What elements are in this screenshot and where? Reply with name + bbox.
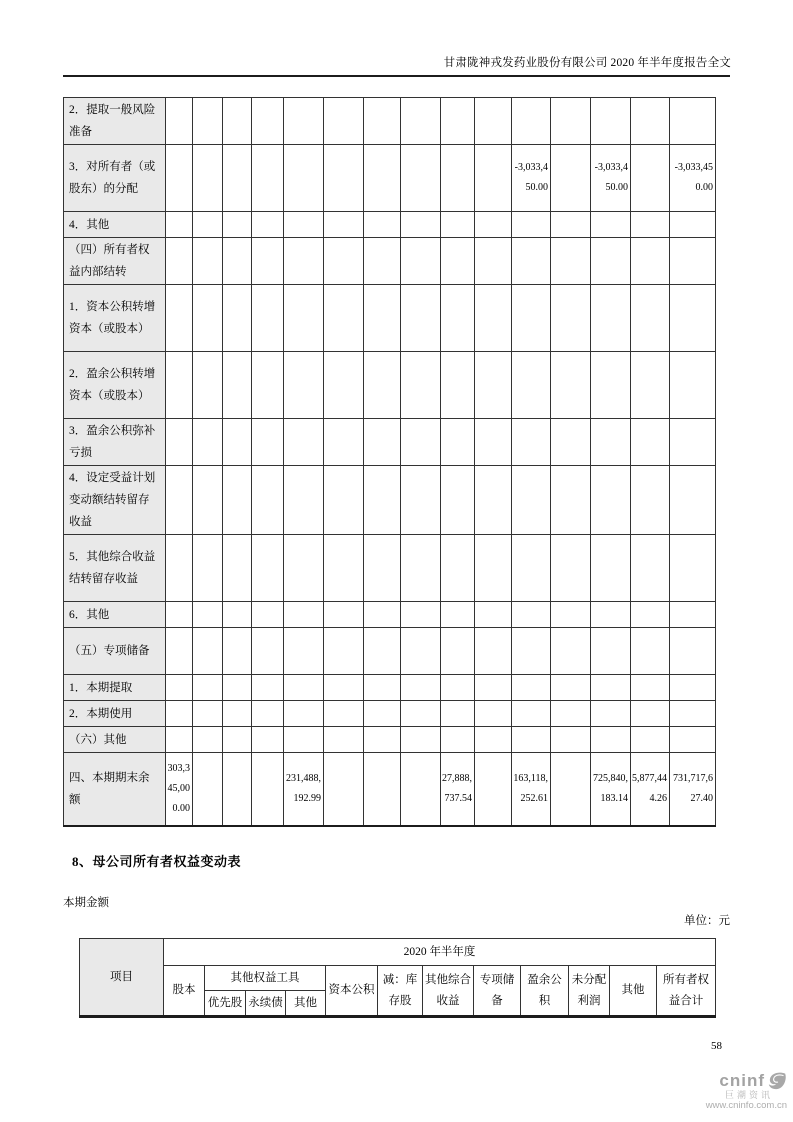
empty-cell [193, 675, 223, 701]
empty-cell [631, 602, 670, 628]
row-label: 2．提取一般风险准备 [64, 98, 166, 145]
empty-cell [193, 701, 223, 727]
empty-cell [364, 145, 401, 212]
empty-cell [512, 98, 551, 145]
empty-cell [475, 238, 512, 285]
empty-cell [223, 628, 252, 675]
empty-cell [166, 352, 193, 419]
empty-cell [324, 238, 364, 285]
column-header-other: 其他 [610, 966, 657, 1017]
empty-cell [364, 212, 401, 238]
empty-cell [166, 419, 193, 466]
empty-cell [670, 701, 716, 727]
empty-cell [670, 352, 716, 419]
empty-cell [193, 352, 223, 419]
empty-cell [441, 212, 475, 238]
empty-cell [284, 212, 324, 238]
row-label: 6．其他 [64, 602, 166, 628]
empty-cell [324, 727, 364, 753]
empty-cell [166, 628, 193, 675]
empty-cell [441, 285, 475, 352]
empty-cell [441, 145, 475, 212]
empty-cell [223, 285, 252, 352]
empty-cell [475, 727, 512, 753]
empty-cell [591, 352, 631, 419]
empty-cell [401, 145, 441, 212]
empty-cell [193, 628, 223, 675]
empty-cell [324, 602, 364, 628]
amount-cell: 303,345,000.00 [166, 753, 193, 826]
empty-cell [631, 466, 670, 535]
empty-cell [670, 628, 716, 675]
empty-cell [631, 212, 670, 238]
column-header-surplus-reserve: 盈余公积 [521, 966, 569, 1017]
amount-cell: -3,033,450.00 [512, 145, 551, 212]
empty-cell [401, 535, 441, 602]
empty-cell [284, 466, 324, 535]
empty-cell [475, 701, 512, 727]
empty-cell [284, 352, 324, 419]
cninfo-brand-text: cninf [719, 1071, 765, 1090]
empty-cell [670, 98, 716, 145]
empty-cell [223, 352, 252, 419]
amount-cell: -3,033,450.00 [670, 145, 716, 212]
empty-cell [670, 535, 716, 602]
empty-cell [166, 212, 193, 238]
empty-cell [551, 98, 591, 145]
empty-cell [324, 701, 364, 727]
empty-cell [591, 602, 631, 628]
empty-cell [670, 212, 716, 238]
column-header-undistributed-profit: 未分配利润 [569, 966, 610, 1017]
column-header-less-treasury-stock: 减：库存股 [378, 966, 423, 1017]
empty-cell [284, 285, 324, 352]
table-row [64, 628, 716, 675]
row-label: 四、本期期末余额 [64, 753, 166, 826]
empty-cell [591, 628, 631, 675]
column-header-special-reserve: 专项储备 [474, 966, 521, 1017]
running-header-title: 甘肃陇神戎发药业股份有限公司 2020 年半年度报告全文 [443, 57, 731, 69]
empty-cell [512, 352, 551, 419]
empty-cell [551, 675, 591, 701]
amount-cell: -3,033,450.00 [591, 145, 631, 212]
empty-cell [252, 675, 284, 701]
empty-cell [223, 602, 252, 628]
empty-cell [401, 753, 441, 826]
empty-cell [401, 98, 441, 145]
empty-cell [284, 145, 324, 212]
table-row [64, 466, 716, 535]
empty-cell [193, 238, 223, 285]
empty-cell [591, 727, 631, 753]
empty-cell [591, 238, 631, 285]
empty-cell [166, 238, 193, 285]
empty-cell [252, 701, 284, 727]
table-row [64, 675, 716, 701]
empty-cell [591, 419, 631, 466]
empty-cell [401, 238, 441, 285]
table-row [64, 602, 716, 628]
section-heading: 8、母公司所有者权益变动表 [72, 854, 242, 869]
empty-cell [401, 212, 441, 238]
empty-cell [284, 419, 324, 466]
empty-cell [475, 145, 512, 212]
table-row [64, 753, 716, 826]
table-row [64, 535, 716, 602]
empty-cell [364, 285, 401, 352]
empty-cell [591, 701, 631, 727]
empty-cell [193, 727, 223, 753]
empty-cell [631, 419, 670, 466]
empty-cell [223, 753, 252, 826]
empty-cell [284, 628, 324, 675]
column-header-other-equity-instruments: 其他权益工具 [205, 966, 326, 991]
row-label: （五）专项储备 [64, 628, 166, 675]
cninfo-url-text: www.cninfo.com.cn [705, 1099, 787, 1111]
empty-cell [284, 675, 324, 701]
empty-cell [401, 419, 441, 466]
empty-cell [284, 602, 324, 628]
empty-cell [401, 628, 441, 675]
empty-cell [193, 285, 223, 352]
empty-cell [551, 466, 591, 535]
empty-cell [475, 352, 512, 419]
empty-cell [441, 535, 475, 602]
row-label: 2．盈余公积转增资本（或股本） [64, 352, 166, 419]
row-label: 1．资本公积转增资本（或股本） [64, 285, 166, 352]
empty-cell [166, 466, 193, 535]
cninfo-logo [706, 1072, 787, 1111]
table-row [64, 98, 716, 145]
empty-cell [223, 466, 252, 535]
empty-cell [591, 285, 631, 352]
empty-cell [252, 238, 284, 285]
empty-cell [252, 466, 284, 535]
empty-cell [364, 466, 401, 535]
empty-cell [441, 419, 475, 466]
empty-cell [223, 675, 252, 701]
empty-cell [364, 701, 401, 727]
empty-cell [551, 352, 591, 419]
empty-cell [475, 285, 512, 352]
amount-cell: 231,488,192.99 [284, 753, 324, 826]
empty-cell [631, 98, 670, 145]
empty-cell [193, 419, 223, 466]
empty-cell [441, 98, 475, 145]
empty-cell [441, 602, 475, 628]
empty-cell [324, 675, 364, 701]
empty-cell [364, 419, 401, 466]
empty-cell [512, 212, 551, 238]
empty-cell [324, 628, 364, 675]
empty-cell [166, 535, 193, 602]
empty-cell [631, 535, 670, 602]
empty-cell [551, 628, 591, 675]
empty-cell [324, 98, 364, 145]
empty-cell [223, 419, 252, 466]
row-label: 3．对所有者（或股东）的分配 [64, 145, 166, 212]
empty-cell [284, 535, 324, 602]
empty-cell [670, 675, 716, 701]
column-header-capital-reserve: 资本公积 [326, 966, 378, 1017]
empty-cell [166, 727, 193, 753]
empty-cell [670, 602, 716, 628]
empty-cell [512, 238, 551, 285]
empty-cell [193, 602, 223, 628]
empty-cell [551, 701, 591, 727]
empty-cell [441, 352, 475, 419]
empty-cell [364, 753, 401, 826]
empty-cell [364, 675, 401, 701]
empty-cell [441, 628, 475, 675]
empty-cell [512, 466, 551, 535]
empty-cell [401, 727, 441, 753]
empty-cell [364, 98, 401, 145]
empty-cell [670, 285, 716, 352]
empty-cell [551, 212, 591, 238]
empty-cell [670, 466, 716, 535]
empty-cell [324, 352, 364, 419]
row-label: 3．盈余公积弥补亏损 [64, 419, 166, 466]
empty-cell [193, 535, 223, 602]
empty-cell [252, 145, 284, 212]
empty-cell [324, 285, 364, 352]
row-label: （六）其他 [64, 727, 166, 753]
empty-cell [591, 98, 631, 145]
empty-cell [475, 419, 512, 466]
empty-cell [475, 535, 512, 602]
column-header-total-owners-equity: 所有者权益合计 [657, 966, 716, 1017]
empty-cell [512, 675, 551, 701]
empty-cell [166, 285, 193, 352]
empty-cell [166, 98, 193, 145]
empty-cell [401, 701, 441, 727]
empty-cell [551, 419, 591, 466]
column-header-period: 2020 年半年度 [164, 939, 716, 966]
empty-cell [670, 238, 716, 285]
empty-cell [284, 98, 324, 145]
amount-cell: 5,877,444.26 [631, 753, 670, 826]
empty-cell [324, 535, 364, 602]
table-header-row-2 [80, 966, 716, 991]
empty-cell [591, 675, 631, 701]
empty-cell [401, 675, 441, 701]
table-row [64, 419, 716, 466]
column-header-share-capital: 股本 [164, 966, 205, 1017]
amount-cell: 27,888,737.54 [441, 753, 475, 826]
row-label: 2．本期使用 [64, 701, 166, 727]
empty-cell [252, 628, 284, 675]
empty-cell [551, 285, 591, 352]
empty-cell [631, 285, 670, 352]
empty-cell [441, 701, 475, 727]
empty-cell [223, 212, 252, 238]
empty-cell [166, 701, 193, 727]
empty-cell [591, 535, 631, 602]
empty-cell [631, 352, 670, 419]
empty-cell [551, 727, 591, 753]
empty-cell [252, 352, 284, 419]
empty-cell [631, 675, 670, 701]
table-header-row-1 [80, 939, 716, 966]
row-label: （四）所有者权益内部结转 [64, 238, 166, 285]
empty-cell [252, 727, 284, 753]
empty-cell [324, 753, 364, 826]
empty-cell [223, 727, 252, 753]
row-label: 4．其他 [64, 212, 166, 238]
empty-cell [512, 419, 551, 466]
table-row [64, 352, 716, 419]
empty-cell [551, 238, 591, 285]
empty-cell [223, 535, 252, 602]
empty-cell [324, 145, 364, 212]
empty-cell [475, 753, 512, 826]
cninfo-chinese-name: 巨潮资讯 [724, 1089, 773, 1100]
empty-cell [324, 466, 364, 535]
table-row [64, 212, 716, 238]
column-header-perpetual-bonds: 永续债 [246, 991, 286, 1017]
empty-cell [441, 727, 475, 753]
empty-cell [223, 98, 252, 145]
empty-cell [591, 466, 631, 535]
unit-label: 单位：元 [684, 915, 730, 927]
empty-cell [284, 701, 324, 727]
amount-cell: 725,840,183.14 [591, 753, 631, 826]
empty-cell [401, 602, 441, 628]
empty-cell [670, 419, 716, 466]
empty-cell [252, 212, 284, 238]
empty-cell [631, 145, 670, 212]
empty-cell [223, 238, 252, 285]
empty-cell [193, 212, 223, 238]
empty-cell [670, 727, 716, 753]
empty-cell [631, 628, 670, 675]
page-number: 58 [711, 1040, 722, 1052]
empty-cell [512, 285, 551, 352]
column-header-other-comprehensive-income: 其他综合收益 [423, 966, 474, 1017]
empty-cell [223, 145, 252, 212]
empty-cell [441, 466, 475, 535]
empty-cell [252, 602, 284, 628]
empty-cell [364, 628, 401, 675]
row-label: 5．其他综合收益结转留存收益 [64, 535, 166, 602]
table-row [64, 285, 716, 352]
empty-cell [252, 753, 284, 826]
empty-cell [252, 419, 284, 466]
empty-cell [551, 145, 591, 212]
amount-cell: 163,118,252.61 [512, 753, 551, 826]
column-header-other-instruments: 其他 [286, 991, 326, 1017]
empty-cell [475, 675, 512, 701]
empty-cell [193, 145, 223, 212]
cninfo-swirl-icon [767, 1072, 787, 1090]
empty-cell [475, 212, 512, 238]
empty-cell [364, 352, 401, 419]
amount-cell: 731,717,627.40 [670, 753, 716, 826]
empty-cell [475, 466, 512, 535]
empty-cell [193, 98, 223, 145]
row-label: 4．设定受益计划变动额结转留存收益 [64, 466, 166, 535]
empty-cell [631, 727, 670, 753]
empty-cell [166, 675, 193, 701]
header-rule [63, 75, 730, 77]
column-header-preferred-shares: 优先股 [205, 991, 246, 1017]
empty-cell [512, 602, 551, 628]
empty-cell [512, 628, 551, 675]
empty-cell [475, 628, 512, 675]
table-row [64, 701, 716, 727]
row-label: 1．本期提取 [64, 675, 166, 701]
empty-cell [364, 602, 401, 628]
empty-cell [252, 285, 284, 352]
table-row [64, 238, 716, 285]
empty-cell [631, 238, 670, 285]
empty-cell [551, 535, 591, 602]
empty-cell [512, 535, 551, 602]
empty-cell [223, 701, 252, 727]
empty-cell [324, 212, 364, 238]
parent-equity-table-header [79, 938, 716, 1018]
table-row [64, 145, 716, 212]
empty-cell [252, 535, 284, 602]
empty-cell [324, 419, 364, 466]
empty-cell [441, 675, 475, 701]
empty-cell [475, 98, 512, 145]
empty-cell [364, 727, 401, 753]
empty-cell [166, 145, 193, 212]
consolidated-equity-table-continued [63, 97, 716, 827]
empty-cell [284, 727, 324, 753]
empty-cell [193, 753, 223, 826]
empty-cell [475, 602, 512, 628]
empty-cell [284, 238, 324, 285]
empty-cell [512, 701, 551, 727]
table-row [64, 727, 716, 753]
period-label: 本期金额 [63, 897, 109, 909]
empty-cell [401, 285, 441, 352]
column-header-project: 项目 [80, 939, 164, 1017]
empty-cell [166, 602, 193, 628]
empty-cell [551, 602, 591, 628]
empty-cell [591, 212, 631, 238]
empty-cell [364, 535, 401, 602]
empty-cell [551, 753, 591, 826]
empty-cell [364, 238, 401, 285]
empty-cell [252, 98, 284, 145]
empty-cell [401, 352, 441, 419]
empty-cell [512, 727, 551, 753]
empty-cell [193, 466, 223, 535]
empty-cell [401, 466, 441, 535]
empty-cell [441, 238, 475, 285]
empty-cell [631, 701, 670, 727]
